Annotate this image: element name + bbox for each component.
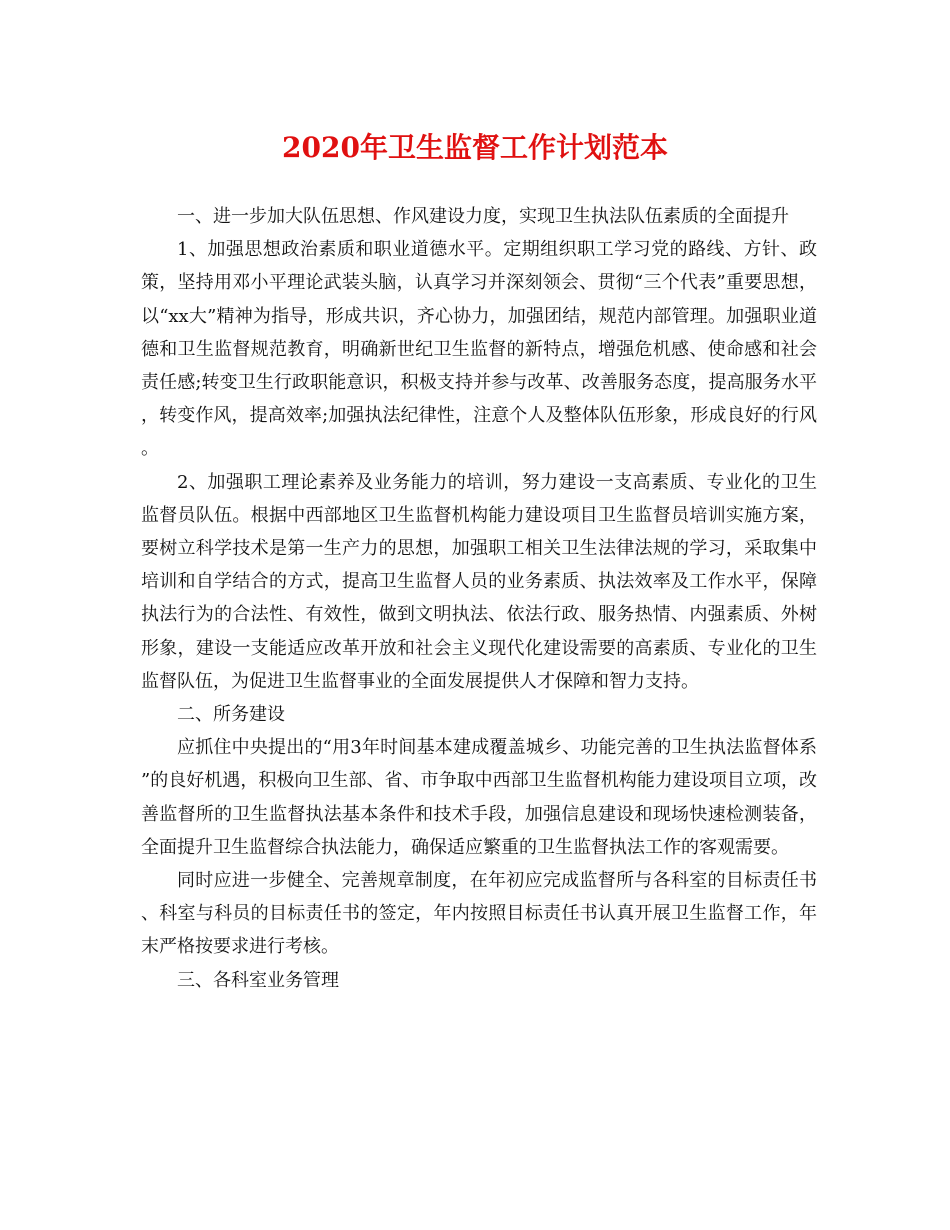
document-title: 2020年卫生监督工作计划范本 (282, 131, 668, 164)
paragraph-4: 同时应进一步健全、完善规章制度，在年初应完成监督所与各科室的目标责任书、科室与科员的目标责任书的签定，年内按照目标责任书认真开展卫生监督工作，年末严格按要求进行考核。 (141, 870, 817, 958)
section-heading-3: 三、各科室业务管理 (177, 969, 339, 991)
document-body (141, 200, 817, 997)
paragraph-1: 1、加强思想政治素质和职业道德水平。定期组织职工学习党的路线、方针、政策，坚持用邓小平理论武装头脑，认真学习并深刻领会、贯彻“三个代表”重要思想，以“xx大”精神为指导，形成共识，齐心协力，加强团结，规范内部管理。加强职业道德和卫生监督规范教育，明确新世纪卫生监督的新特点，增强危机感、使命感和社会责任感;转变卫生行政职能意识，积极支持并参与改革、改善服务态度，提高服务水平，转变作风，提高效率;加强执法纪律性，注意个人及整体队伍形象，形成良好的行风。 (141, 239, 817, 460)
section-heading-2: 二、所务建设 (177, 704, 285, 726)
section-heading-1: 一、进一步加大队伍思想、作风建设力度，实现卫生执法队伍素质的全面提升 (177, 206, 789, 227)
paragraph-3: 应抓住中央提出的“用3年时间基本建成覆盖城乡、功能完善的卫生执法监督体系”的良好机遇，积极向卫生部、省、市争取中西部卫生监督机构能力建设项目立项，改善监督所的卫生监督执法基本条件和技术手段，加强信息建设和现场快速检测装备，全面提升卫生监督综合执法能力，确保适应繁重的卫生监督执法工作的客观需要。 (141, 737, 817, 858)
paragraph-2: 2、加强职工理论素养及业务能力的培训，努力建设一支高素质、专业化的卫生监督员队伍。根据中西部地区卫生监督机构能力建设项目卫生监督员培训实施方案，要树立科学技术是第一生产力的思想，加强职工相关卫生法律法规的学习，采取集中培训和自学结合的方式，提高卫生监督人员的业务素质、执法效率及工作水平，保障执法行为的合法性、有效性，做到文明执法、依法行政、服务热情、内强素质、外树形象，建设一支能适应改革开放和社会主义现代化建设需要的高素质、专业化的卫生监督队伍，为促进卫生监督事业的全面发展提供人才保障和智力支持。 (141, 471, 817, 692)
